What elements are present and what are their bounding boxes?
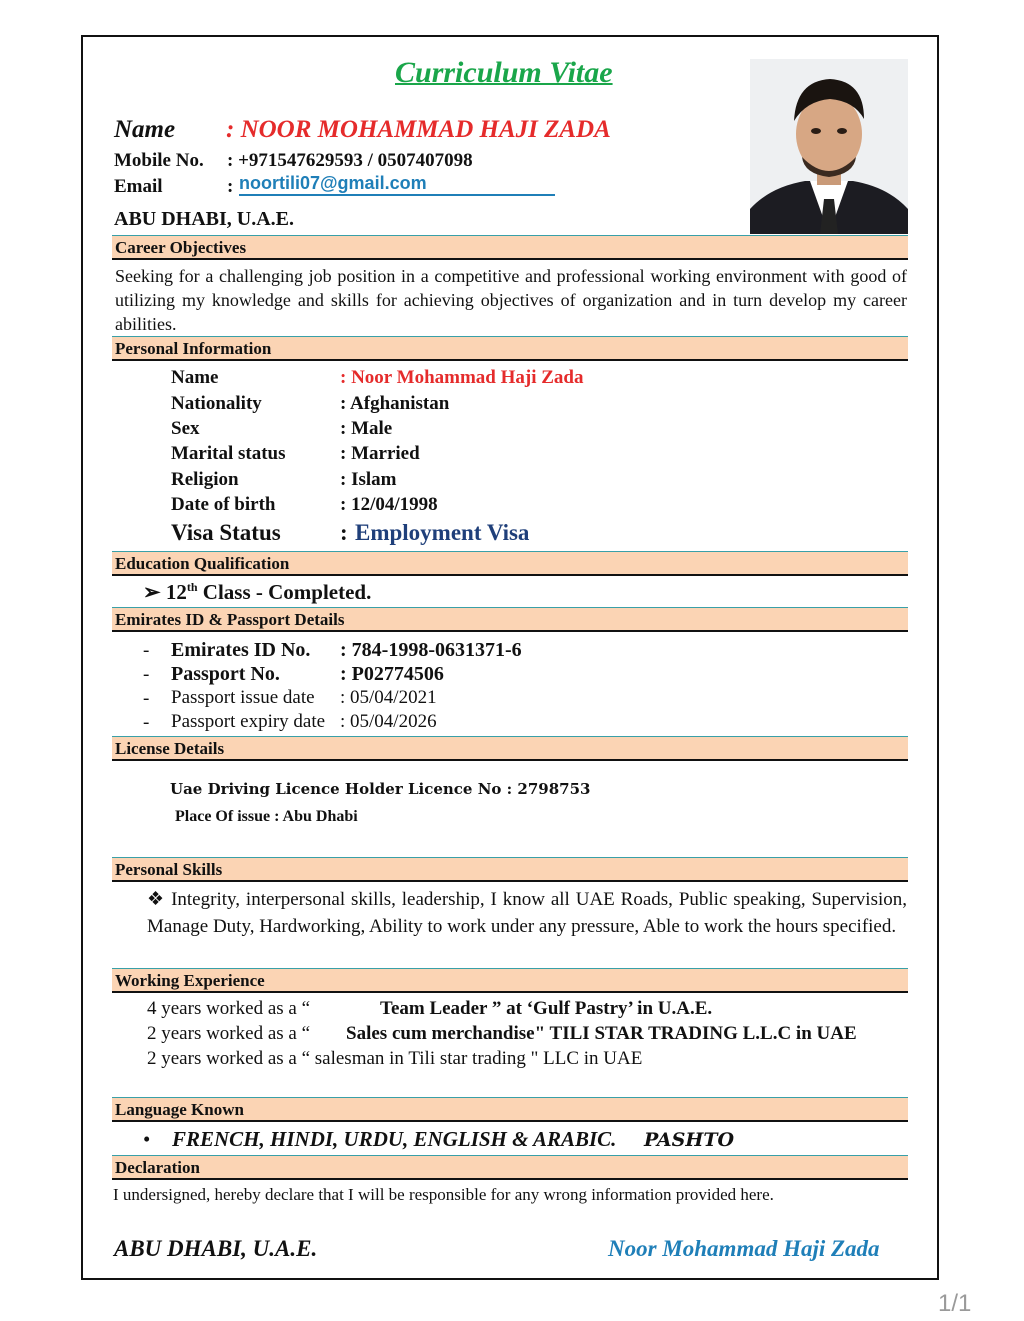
section-title: Education Qualification — [115, 554, 290, 573]
section-title: Language Known — [115, 1100, 244, 1119]
education-sup: th — [186, 580, 198, 594]
mobile-label: Mobile No. — [114, 150, 204, 171]
section-title: Personal Skills — [115, 860, 223, 879]
education-grade: 12 — [165, 580, 187, 604]
visa-status-value: Employment Visa — [355, 520, 530, 545]
education-item — [143, 580, 371, 605]
personal-label: Date of birth — [171, 494, 276, 515]
personal-label: Nationality — [171, 393, 262, 414]
section-title: Personal Information — [115, 339, 272, 358]
footer-place: ABU DHABI, U.A.E. — [114, 1236, 318, 1261]
section-title: License Details — [115, 739, 225, 758]
section-title: Working Experience — [115, 971, 265, 990]
section-education — [112, 551, 908, 576]
bullet-dot-icon: • — [143, 1127, 151, 1151]
name-value: : NOOR MOHAMMAD HAJI ZADA — [226, 116, 611, 143]
email-colon: : — [227, 176, 234, 197]
career-objective-text: Seeking for a challenging job position in a competitive and professional working environment with good of utilizing my knowledge and skills for achieving objectives of organization and in turn develop my career abilities. — [115, 266, 907, 334]
section-title: Declaration — [115, 1158, 200, 1177]
work-text: 2 years worked as a “ salesman in Tili star trading " LLC in UAE — [147, 1048, 643, 1069]
work-bold: Sales cum merchandise" TILI STAR TRADING L.L.C in UAE — [346, 1023, 857, 1044]
section-personal-information — [112, 336, 908, 361]
email-label: Email — [114, 176, 163, 197]
skills-text: ❖ Integrity, interpersonal skills, leadership, I know all UAE Roads, Public speaking, Supervision, Manage Duty, Hardworking, Ability to work under any pressure, Able to work the hours specified. — [147, 889, 907, 937]
emirates-label: Passport issue date — [171, 687, 315, 708]
email-link[interactable]: noortili07@gmail.com — [239, 173, 555, 196]
dash-bullet: - — [143, 712, 150, 733]
location: ABU DHABI, U.A.E. — [114, 208, 295, 230]
personal-value-colon: : — [340, 520, 348, 545]
arrow-bullet-icon: ➢ — [143, 580, 161, 604]
emirates-label: Passport No. — [171, 663, 280, 685]
work-item — [147, 1048, 642, 1070]
personal-value: : Noor Mohammad Haji Zada — [340, 367, 584, 388]
section-personal-skills — [112, 857, 908, 882]
languages-list: FRENCH, HINDI, URDU, ENGLISH & ARABIC. — [172, 1127, 617, 1151]
profile-photo — [750, 59, 908, 234]
section-declaration — [112, 1155, 908, 1180]
section-emirates-passport — [112, 607, 908, 632]
work-text: 4 years worked as a “ — [147, 998, 311, 1019]
personal-value: : Afghanistan — [340, 393, 450, 414]
license-place: Place Of issue : Abu Dhabi — [175, 808, 358, 825]
personal-label: Marital status — [171, 443, 286, 464]
license-number: Uae Driving Licence Holder Licence No : 2798753 — [170, 780, 591, 798]
section-language — [112, 1097, 908, 1122]
personal-label: Religion — [171, 469, 239, 490]
section-title: Emirates ID & Passport Details — [115, 610, 345, 629]
name-label: Name — [114, 116, 176, 143]
personal-label: Name — [171, 367, 219, 388]
emirates-label: Passport expiry date — [171, 711, 326, 732]
personal-label: Sex — [171, 418, 200, 439]
languages-extra: PASHTO — [644, 1129, 735, 1151]
emirates-value: : P02774506 — [340, 663, 444, 685]
emirates-label: Emirates ID No. — [171, 639, 311, 661]
page-title: Curriculum Vitae — [395, 56, 613, 89]
personal-value: : Married — [340, 443, 420, 464]
work-item — [147, 1023, 857, 1045]
section-title: Career Objectives — [115, 238, 247, 257]
personal-label: Visa Status — [171, 520, 281, 545]
declaration-text: I undersigned, hereby declare that I will be responsible for any wrong information provided here. — [113, 1185, 774, 1204]
profile-photo-image — [750, 59, 908, 234]
emirates-value: : 784-1998-0631371-6 — [340, 639, 522, 661]
section-working-experience — [112, 968, 908, 993]
personal-value: : Islam — [340, 469, 397, 490]
work-bold: Team Leader ” at ‘Gulf Pastry’ in U.A.E. — [380, 998, 713, 1019]
work-item — [147, 998, 712, 1020]
footer-signature: Noor Mohammad Haji Zada — [608, 1236, 880, 1261]
emirates-value: : 05/04/2026 — [340, 711, 437, 732]
dash-bullet: - — [143, 640, 150, 661]
section-career-objectives — [112, 235, 908, 260]
page-indicator: 1/1 — [938, 1290, 972, 1317]
section-license — [112, 736, 908, 761]
dash-bullet: - — [143, 688, 150, 709]
education-text: Class - Completed. — [197, 580, 372, 604]
personal-value: : Male — [340, 418, 393, 439]
work-text: 2 years worked as a “ — [147, 1023, 311, 1044]
dash-bullet: - — [143, 664, 150, 685]
mobile-value: : +971547629593 / 0507407098 — [227, 150, 473, 171]
emirates-value: : 05/04/2021 — [340, 687, 437, 708]
personal-value: : 12/04/1998 — [340, 494, 438, 515]
